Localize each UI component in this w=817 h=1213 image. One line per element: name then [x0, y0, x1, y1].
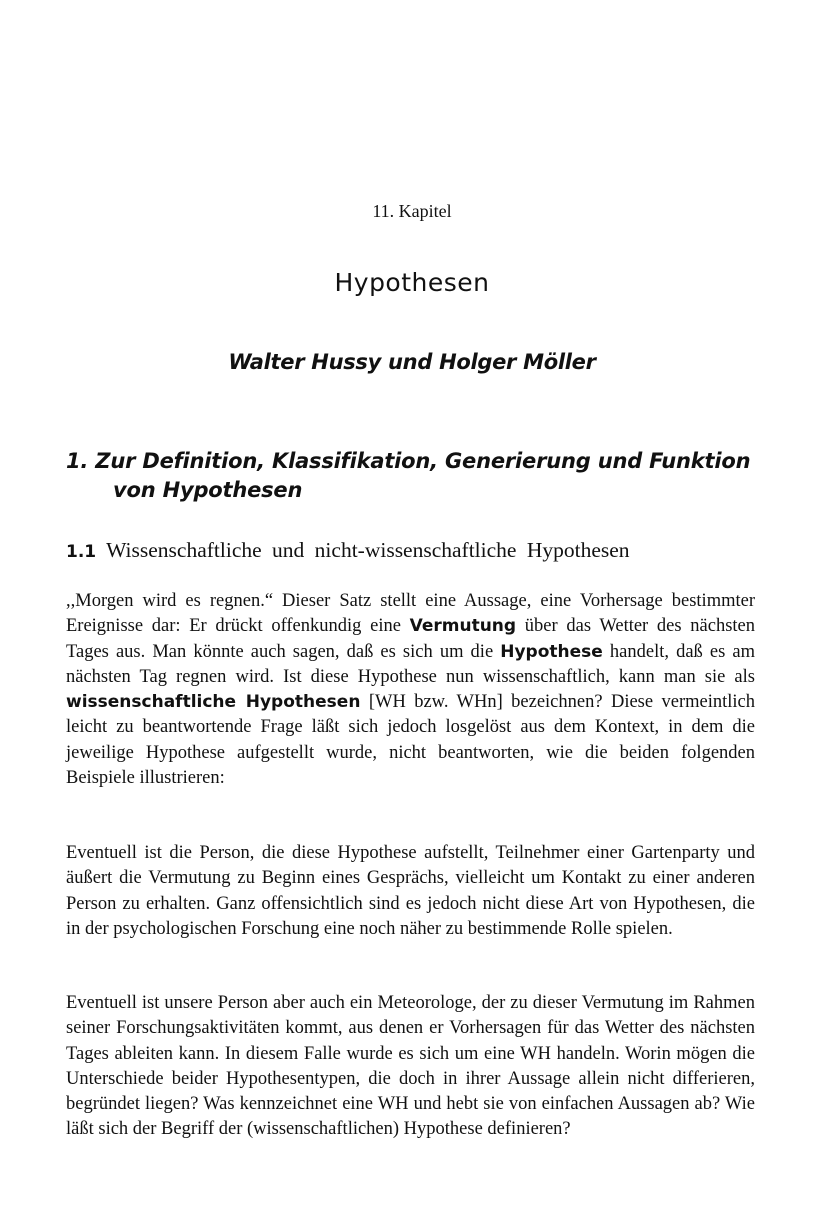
paragraph-1-text-a: ,,Morgen wird es regnen.“ Dieser Satz stellt eine Aussage, eine Vorhersage bestimmter Ereignisse dar: Er drückt offenkundig eine: [66, 591, 755, 637]
paragraph-1-text-b: über das Wetter des nächsten Tages aus. Man könnte auch sagen, daß es sich um die: [66, 616, 755, 662]
paragraph-1-text-d: [WH bzw. WHn] bezeichnen? Diese vermeintlich leicht zu beantwortende Frage läßt sich jedoch losgelöst aus dem Kontext, in dem die jeweilige Hypothese aufgestellt wurde, nicht beantworten, wie die beiden folgenden Beispiele illustrieren:: [66, 692, 755, 789]
subsection-heading: [66, 536, 766, 566]
section-heading: [66, 447, 766, 505]
keyword-wissenschaftliche-hypothesen: wissenschaftliche Hypothesen: [66, 692, 361, 713]
chapter-number: 11. Kapitel: [372, 201, 452, 221]
keyword-hypothese: Hypothese: [500, 641, 603, 662]
paragraph-3: Eventuell ist unsere Person aber auch ein Meteorologe, der zu dieser Vermutung im Rahmen seiner Forschungsaktivitäten kommt, aus denen er Vorhersagen für das Wetter des nächsten Tages ableiten kann. In diesem Falle wurde es sich um eine WH handeln. Worin mögen die Unterschiede beider Hypothesentypen, die doch in ihrer Aussage allein nicht differieren, begründet liegen? Was kennzeichnet eine WH und hebt sie von einfachen Aussagen ab? Wie läßt sich der Begriff der (wissenschaftlichen) Hypothese definieren?: [66, 993, 755, 1140]
chapter-title: Hypothesen: [334, 268, 490, 297]
subsection-number: 1.1: [66, 542, 97, 562]
section-heading-line2: von Hypothesen: [113, 478, 303, 502]
paragraph-1-text-c: handelt, daß es am nächsten Tag regnen wird. Ist diese Hypothese nun wissenschaftlich, kann man sie als: [66, 641, 755, 687]
subsection-title: Wissenschaftliche und nicht-wissenschaftliche Hypothesen: [106, 538, 630, 562]
paragraph-2: Eventuell ist die Person, die diese Hypothese aufstellt, Teilnehmer einer Gartenparty und äußert die Vermutung zu Beginn eines Gesprächs, vielleicht um Kontakt zu einer anderen Person zu erhalten. Ganz offensichtlich sind es jedoch nicht diese Art von Hypothesen, die in der psychologischen Forschung eine noch näher zu bestimmende Rolle spielen.: [66, 843, 755, 939]
section-heading-line1: 1. Zur Definition, Klassifikation, Generierung und Funktion: [66, 449, 751, 473]
paragraph-1: [66, 589, 755, 791]
keyword-vermutung: Vermutung: [409, 616, 517, 637]
chapter-authors: Walter Hussy und Holger Möller: [228, 350, 596, 374]
